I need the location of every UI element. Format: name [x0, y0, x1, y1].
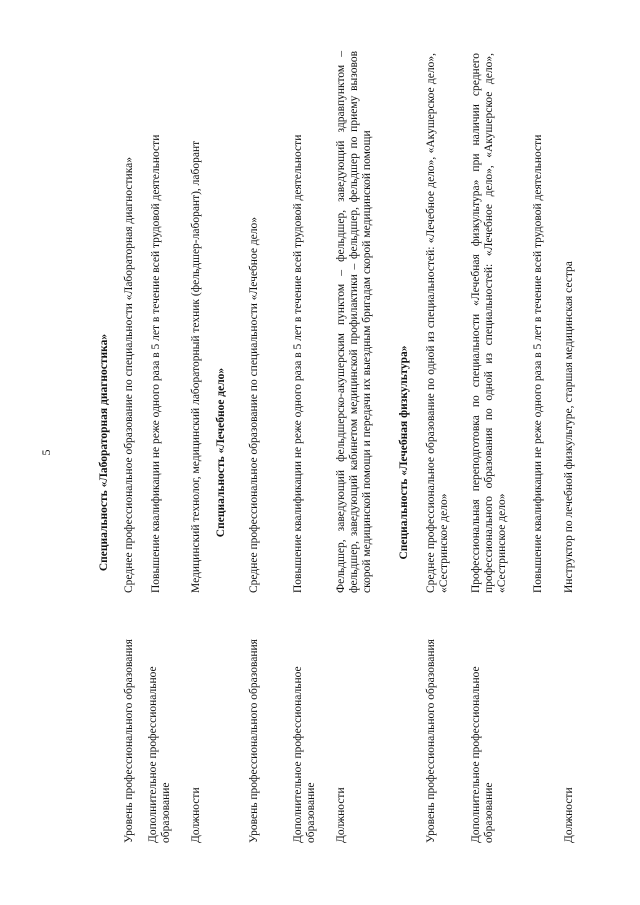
section-title-physical-therapy: Специальность «Лечебная физкультура» — [398, 345, 410, 560]
row-label-education-level: Уровень профессионального образования — [248, 639, 260, 843]
row-label-positions: Должности — [335, 787, 347, 843]
page-number: 5 — [39, 449, 53, 456]
row-label-positions: Должности — [563, 787, 575, 843]
row-value-additional-education: Повышение квалификации не реже одного раза в 5 лет в течение всей трудовой деятельности — [292, 134, 304, 593]
row-value-education-level: Среднее профессиональное образование по одной из специальностей: «Лечебное дело», «Акушерское дело», «Сестринское дело» — [425, 53, 451, 593]
row-value-education-level: Среднее профессиональное образование по специальности «Лечебное дело» — [248, 216, 260, 593]
row-label-additional-education: Дополнительное профессиональное образование — [147, 666, 173, 843]
row-value-positions: Фельдшер, заведующий фельдшерско-акушерским пунктом – фельдшер, заведующий здравпунктом – фельдшер, заведующий кабинетом медицинской профилактики – фельдшер, фельдшер по приему вызовов скорой медицинской помощи и передачи их выездным бригадам скорой медицинской помощи — [335, 51, 374, 593]
row-value-positions: Инструктор по лечебной физкультуре, старшая медицинская сестра — [563, 261, 575, 593]
row-label-education-level: Уровень профессионального образования — [425, 639, 437, 843]
section-title-general-medicine: Специальность «Лечебное дело» — [215, 367, 227, 538]
row-label-additional-education: Дополнительное профессиональное образование — [292, 666, 318, 843]
row-label-additional-education: Дополнительное профессиональное образование — [470, 666, 496, 843]
row-value-qualification-upgrade: Повышение квалификации не реже одного раза в 5 лет в течение всей трудовой деятельности — [532, 134, 544, 593]
row-label-education-level: Уровень профессионального образования — [123, 639, 135, 843]
row-value-additional-education: Профессиональная переподготовка по специальности «Лечебная физкультура» при наличии среднего профессионального образования по одной из специальностей: «Лечебное дело», «Акушерское дело», «Сестринское дело» — [470, 53, 509, 593]
row-label-positions: Должности — [190, 787, 202, 843]
row-value-additional-education: Повышение квалификации не реже одного раза в 5 лет в течение всей трудовой деятельности — [150, 134, 162, 593]
section-title-lab-diagnostics: Специальность «Лабораторная диагностика» — [98, 333, 110, 572]
row-value-education-level: Среднее профессиональное образование по специальности «Лабораторная диагностика» — [123, 157, 135, 593]
row-value-positions: Медицинский технолог, медицинский лабораторный техник (фельдшер-лаборант), лаборант — [190, 140, 202, 593]
